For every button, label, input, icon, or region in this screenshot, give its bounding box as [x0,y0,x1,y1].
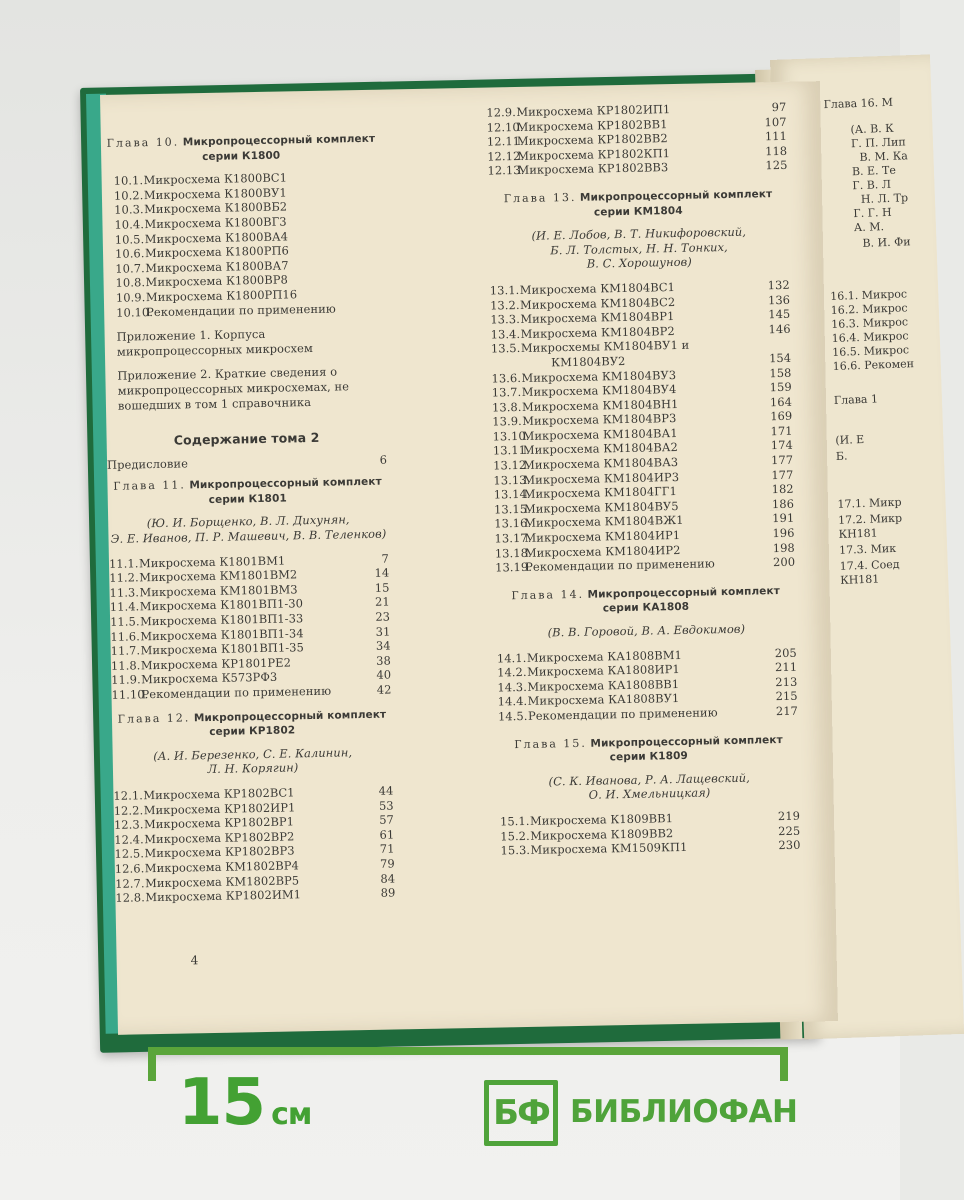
toc-entry-title: Микросхема К1809ВВ2 [530,825,674,843]
toc-entry-page: 205 [774,645,797,660]
toc-entry-number: 13.16. [494,516,532,531]
chapter-15-list [500,809,801,859]
toc-entry-title: Микросхема КМ1804ВР2 [520,323,675,341]
toc-entry-page: 159 [769,379,792,395]
toc-entry-page [765,336,791,351]
toc-entry-page: 38 [376,653,392,668]
toc-entry-number: 10.2. [113,187,144,203]
logo-wordmark: БИБЛИОФАН [570,1094,798,1130]
next-page-fragment: КН181 [838,526,878,541]
chapter-13-authors [489,224,790,274]
toc-entry-title: Микросхема КР1802ВВ2 [516,131,668,149]
toc-entry-number: 13.3. [490,312,520,327]
chapter-series: серии К1809 [609,749,688,764]
next-page-fragment: Глава 1 [833,392,879,407]
preface-label: Предисловие [106,456,189,472]
toc-entry-page: 118 [765,143,788,159]
toc-entry-title: Микросхема КМ1804ВУ4 [521,382,677,400]
toc-entry-page [358,286,384,301]
toc-entry-number: 14.3. [497,679,528,695]
toc-entry-number: 12.2. [113,802,144,818]
toc-entry-number: 10.6. [114,246,145,261]
toc-entry-number: 11.4. [109,599,140,615]
chapter-11-authors [108,512,389,547]
toc-entry-page [356,183,382,198]
chapter-label: Глава 11. [113,478,186,494]
toc-entry-number: 12.10. [486,119,524,135]
toc-entry-number: 12.1. [113,788,144,803]
toc-entry-page [358,300,384,315]
toc-entry-page: 154 [768,350,792,366]
next-page-fragment: 16.5. Микрос [832,343,910,360]
chapter-15-authors [499,769,800,804]
toc-entry-page: 42 [376,682,392,697]
toc-entry-number: 15.1. [499,813,530,829]
toc-entry-title: Микросхема КР1802ВР2 [144,829,295,847]
left-column [101,126,396,906]
next-page-fragment: Г. П. Лип [850,135,906,151]
next-page-fragment: Г. В. Л [852,177,892,193]
toc-entry-page: 89 [380,885,396,900]
toc-entry-title: Микросхема К1800ВР8 [145,272,289,290]
toc-entry-title: Микросхема К1800ВА4 [144,228,289,246]
next-page-fragment: А. М. [853,220,885,235]
toc-entry-number: 13.17. [494,530,532,546]
next-page-fragment: 16.3. Микрос [831,315,909,332]
toc-entry-number: 12.5. [114,846,145,862]
toc-entry-number: 14.2. [497,665,527,680]
next-page-fragment: В. И. Фи [862,235,911,250]
toc-entry-number: 12.12. [487,148,525,164]
next-page-fragment: 17.1. Микр [837,495,902,511]
toc-entry-page: 182 [771,482,794,497]
next-page-fragment: Н. Л. Тр [860,191,909,206]
chapter-10-heading [101,132,382,167]
chapter-12-heading [112,707,393,742]
toc-entry-title: Микросхема КР1801РЕ2 [140,655,292,673]
toc-entry-title: Микросхема К1809ВВ1 [529,811,674,828]
ruler-label [178,1066,311,1140]
toc-entry-page: 225 [778,823,801,838]
toc-entry-number: 10.1. [113,173,144,188]
next-page-fragment: 16.1. Микрос [830,287,908,304]
toc-entry-number: 11.9. [111,672,141,688]
toc-entry-page: 196 [772,525,795,541]
next-page-fragment: Б. [835,449,848,463]
toc-entry-number: 11.1. [108,556,139,571]
chapter-title: Микропроцессорный комплект [590,733,783,750]
toc-entry-number: 13.4. [490,326,521,342]
toc-entry-number: 14.1. [496,650,527,666]
chapter-label: Глава 15. [514,736,587,751]
chapter-series: серии КР1802 [209,724,296,739]
next-page-fragment: 16.4. Микрос [831,329,909,346]
next-page-fragment: В. Е. Те [851,163,897,179]
chapter-series: серии К1800 [202,149,281,163]
authors-line: (Ю. И. Борщенко, В. Л. Дихунян, [146,512,350,531]
toc-entry-number: 13.10. [492,428,530,444]
toc-entry-page: 213 [775,674,798,689]
toc-entry-page: 146 [768,321,791,336]
toc-entry-title: Микросхема К573РФ3 [141,670,278,687]
right-column [486,100,800,858]
toc-entry-title: Микросхема КР1802ВР1 [143,814,295,832]
toc-entry-title: Микросхема КР1802ИМ1 [145,887,302,905]
chapter-10-list [114,169,385,320]
toc-entry-page: 107 [764,114,787,129]
toc-entry-page: 61 [379,827,395,842]
toc-entry-title: Микросхема КР1802ВС1 [143,785,295,803]
toc-entry-page: 71 [379,841,395,857]
chapter-title: Микропроцессорный комплект [579,188,773,204]
book-page [100,81,838,1035]
toc-entry-page: 158 [769,365,792,380]
toc-entry-title: Микросхема КМ1801ВМ2 [139,567,298,585]
toc-entry-title: Микросхема КМ1804ВА1 [522,425,678,443]
authors-line: В. С. Хорошунов) [586,255,693,272]
ruler-unit: см [271,1097,312,1132]
toc-entry-title: Микросхема К1801ВМ1 [138,553,286,570]
toc-entry-title: Рекомендации по применению [141,683,332,702]
toc-entry-title: Микросхема КМ1804ВС2 [519,294,676,312]
chapter-series: серии КМ1804 [593,204,683,219]
next-page-fragment: В. М. Ка [859,149,909,164]
toc-entry-title: Микросхема КА1808ВВ1 [527,676,680,694]
toc-entry-number: 11.3. [109,585,140,600]
toc-entry-title: КМ1804ВУ2 [551,353,626,370]
volume-2-heading: Содержание тома 2 [173,429,320,448]
toc-entry-title: Микросхема КМ1804ИР1 [524,527,681,545]
toc-entry-page: 132 [767,277,790,293]
next-page-fragment: 16.6. Рекомен [832,357,915,373]
toc-entry-page [356,198,382,213]
authors-line: Б. Л. Толстых, Н. Н. Тонких, [550,239,728,258]
authors-line: О. И. Хмельницкая) [588,785,711,803]
toc-entry-title: Микросхема КР1802КП1 [517,145,671,163]
chapter-label: Глава 10. [106,135,180,150]
toc-entry-number: 11.2. [109,570,139,586]
appendix-1: Приложение 1. Корпуса микропроцессорных микросхем [116,326,313,359]
toc-entry-title: Микросхема КМ1804ВА3 [523,455,679,473]
toc-entry-title: Микросхема КМ1509КП1 [530,839,688,857]
toc-entry-page: 191 [772,511,795,526]
toc-entry-number: 15.2. [500,828,530,843]
chapter-title: Микропроцессорный комплект [193,708,387,724]
toc-entry-title: Микросхема КМ1804ВР1 [520,309,675,327]
toc-entry-number: 12.8. [115,890,146,905]
toc-entry-page: 23 [375,609,391,624]
toc-entry-number: 10.4. [114,217,145,232]
chapter-11-heading [107,475,388,510]
chapter-12-authors [113,744,394,779]
toc-entry-number: 13.15. [493,501,531,517]
next-page-fragment: Г. Г. Н [853,205,892,221]
chapter-series: серии КА1808 [602,601,690,615]
toc-entry-title: Микросхема КМ1804ВУ3 [521,367,677,385]
toc-entry-number: 12.9. [486,105,517,120]
chapter-14-list [497,645,798,724]
toc-entry-title: Микросхемы КМ1804ВУ1 и [520,338,690,356]
toc-entry-number: 10.8. [115,275,146,291]
toc-entry-number: 11.7. [110,643,141,659]
toc-entry-title: Рекомендации по применению [525,556,715,575]
toc-entry-number: 13.2. [489,297,520,313]
next-page-fragment: 17.3. Мик [838,541,897,557]
chapter-14-heading [496,584,797,619]
toc-entry-title: Микросхема К1800ВГ3 [144,214,287,232]
toc-entry-title: Микросхема КР1802ИП1 [516,102,671,120]
toc-entry-page: 14 [374,565,390,581]
toc-entry-page: 198 [772,540,795,555]
toc-entry-page [357,242,383,257]
toc-entry-page: 177 [770,452,794,468]
toc-entry-title: Микросхема КР1802ИР1 [143,799,296,817]
chapter-11-list [109,551,392,702]
toc-entry-page: 215 [775,689,798,704]
toc-entry-number: 14.4. [497,694,528,709]
toc-entry-number: 13.9. [492,414,522,429]
toc-entry-number: 15.3. [500,843,531,858]
toc-entry-page: 53 [378,798,394,813]
toc-entry-title: Микросхема КА1808ИР1 [527,662,680,680]
toc-entry-page: 164 [769,394,793,409]
toc-entry-page: 186 [771,496,795,512]
toc-entry-number: 13.19. [495,560,533,575]
toc-entry-title: Микросхема КМ1802ВР5 [144,872,300,890]
toc-entry-number: 12.3. [113,817,144,833]
toc-entry-number: 10.7. [115,260,145,276]
next-page-fragment: 17.4. Соед [839,557,900,573]
chapter-title: Микропроцессорный комплект [182,132,376,149]
toc-entry-page: 219 [777,808,801,824]
toc-entry-page: 97 [771,99,787,115]
toc-entry-page [355,169,381,184]
toc-entry-number: 12.4. [114,832,144,847]
toc-entry-number: 12.13. [487,163,525,178]
toc-entry-title: Микросхема КМ1804ВС1 [519,279,676,297]
toc-entry-number: 14.5. [497,708,528,724]
toc-entry-title: Микросхема КА1808ВУ1 [527,691,680,709]
toc-entry-number: 10.5. [114,231,145,247]
ruler-value: 15 [178,1066,266,1140]
toc-entry-page: 34 [375,638,391,654]
authors-line: Э. Е. Иванов, П. Р. Машевич, В. В. Теленков) [110,526,387,546]
toc-entry-page: 211 [774,659,798,675]
toc-entry-title: Рекомендации по применению [146,301,336,319]
chapter-title: Микропроцессорный комплект [189,475,382,492]
toc-entry-title: Микросхема КМ1804ВН1 [521,396,679,414]
chapter-12-list-continued [486,100,787,179]
next-page-fragment: 16.2. Микрос [830,301,908,318]
toc-entry-page: 44 [378,783,394,798]
toc-entry-page: 57 [379,812,395,827]
toc-entry-title: Микросхема К1800РП16 [145,287,298,305]
toc-entry-title: Микросхема К1801ВП1-30 [139,596,304,614]
toc-entry-title: Микросхема К1800ВА7 [145,258,289,275]
toc-entry-page: 21 [374,594,390,610]
toc-entry-title: Микросхема К1801ВП1-34 [140,625,304,643]
toc-entry-title: Микросхема К1801ВП1-33 [139,611,304,629]
toc-entry-number: 13.12. [493,457,531,473]
toc-entry-number: 11.5. [109,614,140,629]
toc-entry-title: Микросхема КМ1804ВЖ1 [524,513,684,531]
toc-entry-number: 13.13. [493,472,531,488]
toc-entry-page: 171 [770,423,793,439]
toc-entry-number: 13.8. [491,399,522,415]
toc-entry-title: Микросхема КА1808ВМ1 [526,647,683,665]
toc-entry-page: 136 [767,292,791,307]
chapter-label: Глава 13. [503,190,577,206]
toc-entry-page: 145 [768,306,791,322]
toc-entry-title: Микросхема КР1802ВВ1 [516,116,668,134]
authors-line: (А. И. Березенко, С. Е. Калинин, [153,745,353,763]
chapter-label: Глава 12. [117,710,191,726]
preface-entry [107,452,387,472]
authors-line: (С. К. Иванова, Р. А. Лащевский, [548,770,751,789]
toc-entry-number: 13.6. [491,370,522,386]
preface-page: 6 [379,452,388,467]
toc-entry-page: 169 [770,409,793,424]
toc-entry-title: Микросхема КМ1804ИР3 [523,469,680,487]
toc-entry-page: 174 [770,438,793,453]
chapter-series: серии К1801 [208,492,287,506]
toc-entry-title: Микросхема К1800ВБ2 [144,199,288,217]
authors-line: (В. В. Горовой, В. А. Евдокимов) [547,621,746,640]
toc-entry-page: 40 [376,667,392,683]
toc-entry-number: 10.9. [115,290,146,305]
toc-entry-title: Микросхема КМ1801ВМ3 [139,582,298,600]
next-page-fragment: (А. В. К [850,121,894,137]
toc-entry-number: 13.11. [492,443,530,458]
toc-entry-number: 11.8. [110,658,141,673]
next-page-fragment: КН181 [839,572,880,587]
toc-entry-page: 200 [772,554,796,570]
authors-line: (И. Е. Лобов, В. Т. Никифоровский, [531,224,747,243]
page-number: 4 [190,953,199,968]
toc-entry-number: 12.6. [114,861,145,876]
toc-entry-number: 12.11. [486,134,524,149]
toc-entry-number [491,356,521,371]
chapter-13-list [490,278,796,576]
toc-entry-number: 13.1. [489,282,520,298]
authors-line: Л. Н. Корягин) [207,760,299,777]
toc-entry-title: Микросхема КМ1804ВА2 [522,440,679,458]
toc-entry-title: Рекомендации по применению [527,705,718,723]
toc-entry-title: Микросхема КР1802ВР3 [144,843,295,861]
chapter-15-heading [498,732,799,767]
toc-entry-page [356,213,382,228]
toc-entry-page: 125 [765,158,788,173]
logo-monogram: БФ [493,1093,549,1133]
chapter-label: Глава 14. [511,587,585,603]
appendix-2: Приложение 2. Краткие сведения о микропроцессорных микросхемах, не вошедших в том 1 справочника [117,364,350,413]
toc-entry-title: Микросхема К1801ВП1-35 [140,640,305,658]
toc-entry-page [357,256,383,271]
toc-entry-number: 13.7. [491,385,522,400]
toc-entry-number: 10.10. [116,304,154,320]
toc-entry-page [357,271,383,286]
toc-entry-page: 84 [380,871,396,886]
toc-entry-page: 111 [764,129,788,144]
toc-entry-page: 217 [775,703,799,719]
bibliofan-logo-icon [484,1080,558,1146]
toc-entry-page: 7 [381,551,390,566]
toc-entry-number: 10.3. [114,202,144,218]
chapter-14-authors [496,621,796,641]
toc-entry-title: Микросхема КМ1802ВР4 [144,858,300,876]
chapter-12-list [113,783,395,905]
next-page-fragment: (И. Е [835,432,865,447]
toc-entry-title: Микросхема К1800ВУ1 [143,185,287,202]
toc-entry-title: Микросхема К1800РП6 [144,243,290,261]
toc-entry-title: Микросхема КР1802ВВ3 [517,160,669,178]
toc-entry-page: 177 [771,467,794,482]
toc-entry-title: Микросхема К1800ВС1 [143,170,288,188]
chapter-13-heading [488,187,789,222]
toc-entry-page: 15 [374,580,390,595]
next-page-fragment: 17.2. Микр [837,511,903,527]
toc-entry-title: Микросхема КМ1804ИР2 [524,542,681,560]
toc-entry-number: 13.18. [494,545,532,561]
chapter-title: Микропроцессорный комплект [587,584,780,601]
toc-entry-number: 13.14. [493,487,531,502]
toc-entry-page: 79 [379,856,395,871]
toc-entry-title: Микросхема КМ1804ГГ1 [523,484,677,502]
toc-entry-title: Микросхема КМ1804ВУ5 [523,498,679,516]
toc-entry-title: Микросхема КМ1804ВР3 [522,411,677,429]
toc-entry-number: 11.6. [110,628,141,644]
toc-entry-number: 12.7. [115,875,145,891]
toc-entry-page [357,227,383,242]
toc-entry-page: 230 [778,837,801,853]
next-page-fragment: Глава 16. М [823,95,894,112]
toc-entry-page: 31 [375,624,391,639]
toc-entry-number: 11.10. [111,687,149,702]
toc-entry-number: 13.5. [490,341,521,356]
